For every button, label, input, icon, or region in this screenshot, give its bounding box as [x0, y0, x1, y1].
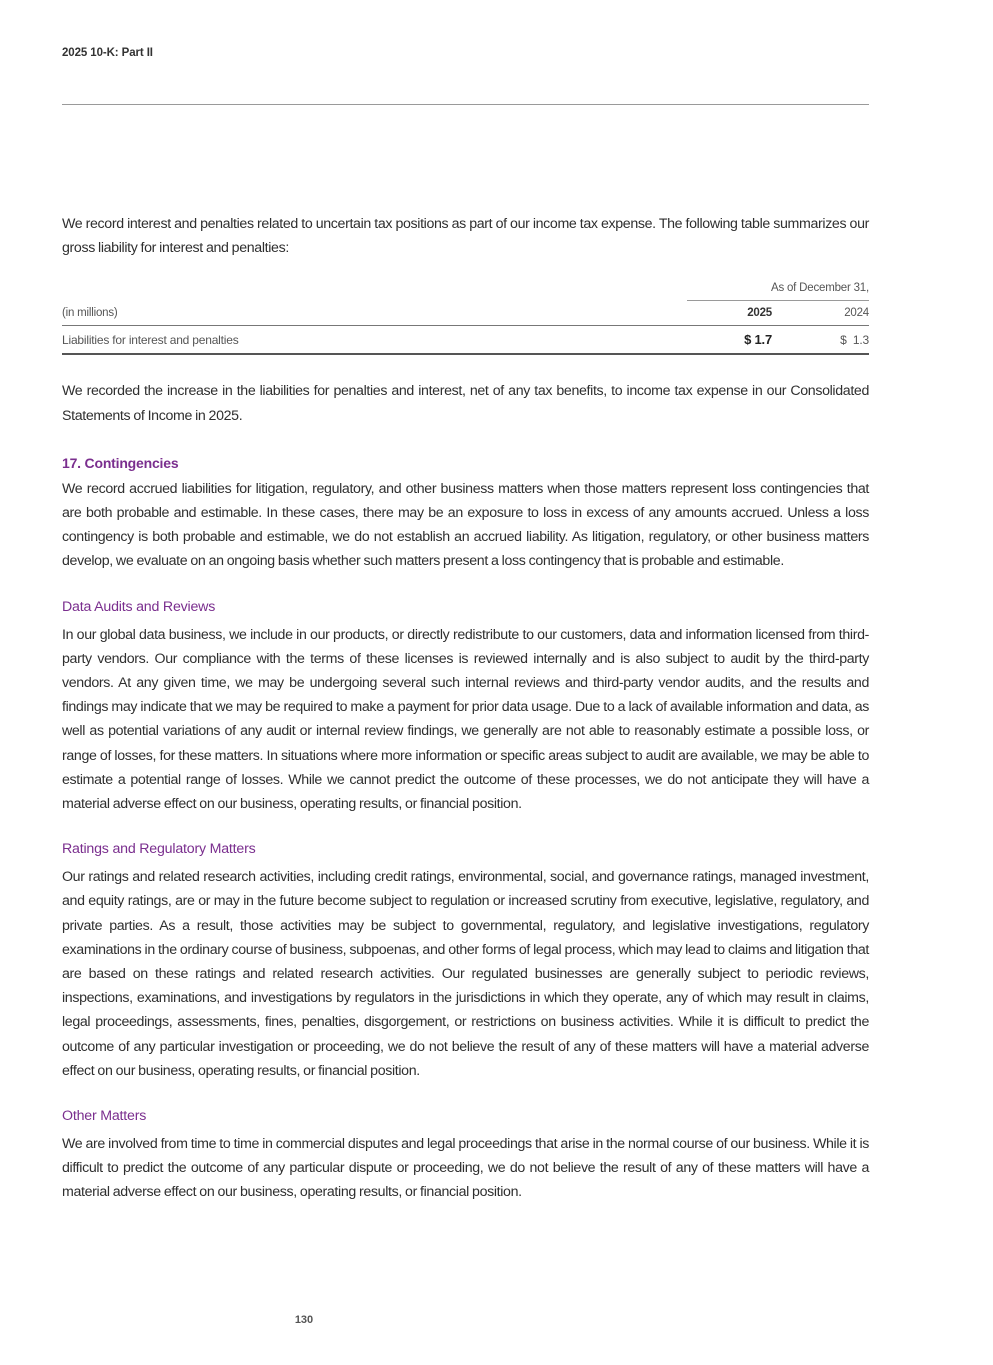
- section-title-contingencies: 17. Contingencies: [62, 454, 179, 471]
- table-currency-symbol-2024: $: [840, 332, 847, 347]
- table-column-2025: 2025: [687, 301, 772, 326]
- table-value-2024: 1.3: [852, 332, 869, 347]
- table-units-label: (in millions): [62, 301, 687, 326]
- data-audits-paragraph: In our global data business, we include in our products, or directly redistribute to our customers, data and information licensed from third-party vendors. Our compliance with the terms of these licenses is reviewed internally and is also subject to audit by the third-party vendors. At any given time, we may be undergoing several such internal reviews and third-party vendor audits, and the results and findings may indicate that we may be required to make a payment for prior data usage. Due to a lack of available information and data, as well as potential variations of any audit or internal review findings, we generally are not able to reasonably estimate a possible loss, or range of losses, for these matters. In situations where more information or specific areas subject to audit are available, we may be able to estimate a potential range of losses. While we cannot predict the outcome of these processes, we do not anticipate they will have a material adverse effect on our business, operating results, or financial position.: [62, 626, 869, 813]
- subsection-title-data-audits: Data Audits and Reviews: [62, 598, 216, 615]
- table-value-2025: $ 1.7: [744, 332, 772, 348]
- table-period-header: As of December 31,: [687, 282, 869, 301]
- ratings-paragraph: Our ratings and related research activities, including credit ratings, environmental, social, and governance ratings, managed investment, and equity ratings, are or may in the future become subject to regulation or increased scrutiny from executive, legislative, regulatory, and private parties. As a result, those activities may be subject to governmental, regulatory, and legislative investigations, regulatory examinations in the ordinary course of business, subpoenas, and other forms of legal process, which may lead to claims and litigation that are based on these ratings and related research activities. Our regulated businesses are generally subject to periodic reviews, inspections, examinations, and investigations by regulators in the jurisdictions in which they operate, any of which may result in claims, legal proceedings, assessments, fines, penalties, disgorgement, or restrictions on business activities. While it is difficult to predict the outcome of any particular investigation or proceeding, we do not believe the result of any of these matters will have a material adverse effect on our business, operating results, or financial position.: [62, 869, 869, 1079]
- header-divider: [62, 104, 869, 105]
- table-column-2024: 2024: [772, 301, 869, 326]
- contingencies-paragraph: We record accrued liabilities for litigation, regulatory, and other business matters when those matters represent loss contingencies that are both probable and estimable. In these cases, there may be an exposure to loss in excess of any amounts accrued. Unless a loss contingency is both probable and estimable, we do not establish an accrued liability. As litigation, regulatory, or other business matters develop, we evaluate on an ongoing basis whether such matters present a loss contingency that is probable and estimable.: [62, 480, 869, 570]
- subsection-title-ratings: Ratings and Regulatory Matters: [62, 841, 256, 858]
- document-header: 2025 10-K: Part II: [62, 47, 153, 59]
- subsection-title-other-matters: Other Matters: [62, 1108, 147, 1125]
- page-content: [62, 212, 869, 1205]
- after-table-paragraph: We recorded the increase in the liabilities for penalties and interest, net of any tax benefits, to income tax expense in our Consolidated Statements of Income in 2025.: [62, 383, 869, 424]
- table-period-row: [62, 282, 869, 301]
- other-matters-paragraph: We are involved from time to time in commercial disputes and legal proceedings that arise in the normal course of our business. While it is difficult to predict the outcome of any particular dispute or proceeding, we do not believe the result of any of these matters will have a material adverse effect on our business, operating results, or financial position.: [62, 1136, 869, 1201]
- table-row-label: Liabilities for interest and penalties: [62, 326, 687, 355]
- page-number: 130: [294, 1314, 314, 1326]
- table-row: [62, 326, 869, 355]
- intro-paragraph: We record interest and penalties related to uncertain tax positions as part of our income tax expense. The following table summarizes our gross liability for interest and penalties:: [62, 216, 869, 257]
- interest-penalties-table: [62, 282, 869, 355]
- table-header-row: [62, 301, 869, 326]
